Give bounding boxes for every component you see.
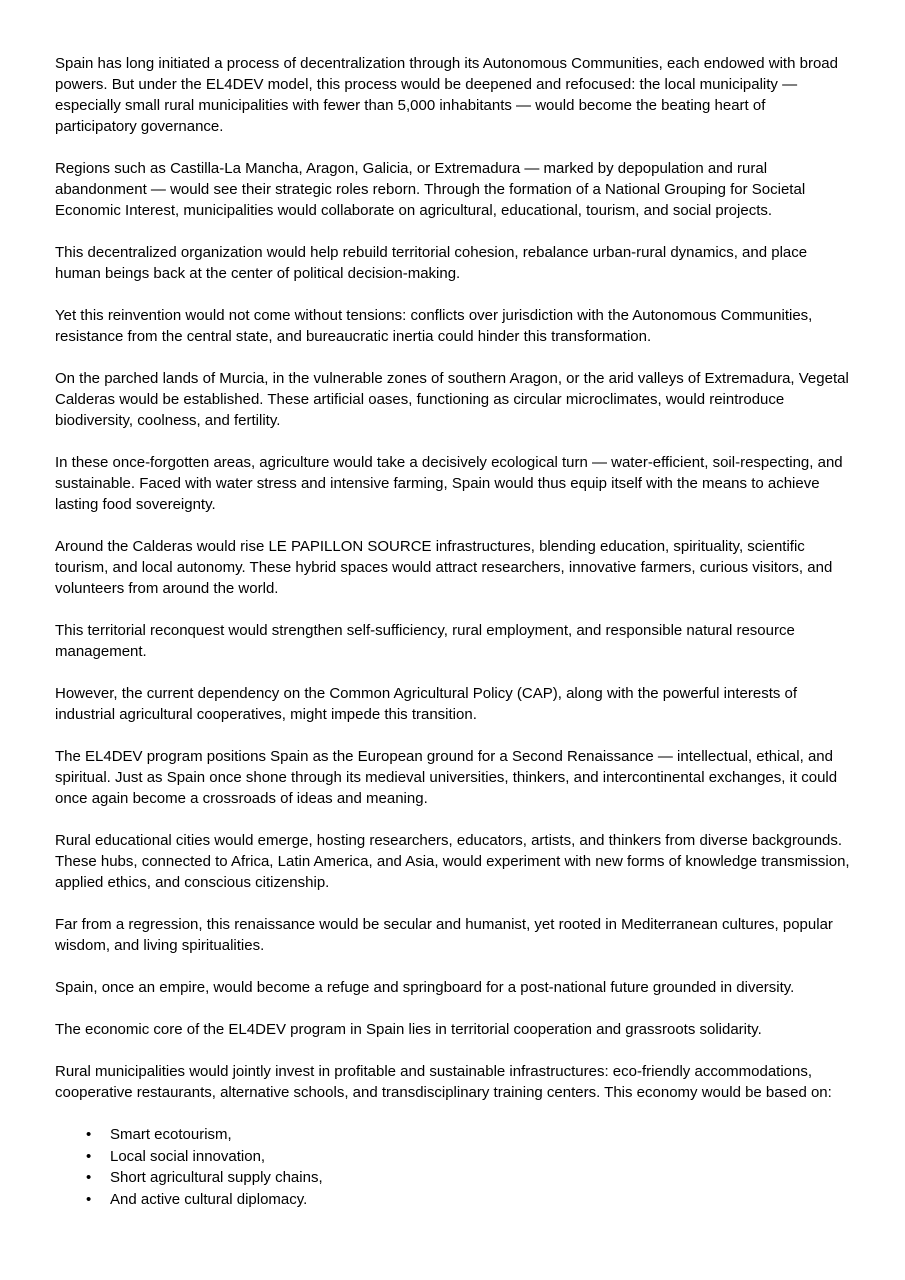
list-item: • Short agricultural supply chains, (110, 1167, 850, 1189)
paragraph: The EL4DEV program positions Spain as the European ground for a Second Renaissance — intellectual, ethical, and spiritual. Just as Spain once shone through its medieval universities, thinkers, and intercontinental exchanges, it could once again become a crossroads of ideas and meaning. (55, 748, 838, 807)
paragraph: In these once-forgotten areas, agriculture would take a decisively ecological turn — water-efficient, soil-respecting, and sustainable. Faced with water stress and intensive farming, Spain would thus equip itself with the means to achieve lasting food sovereignty. (55, 454, 843, 513)
paragraph: Around the Calderas would rise LE PAPILLON SOURCE infrastructures, blending education, spirituality, scientific tourism, and local autonomy. These hybrid spaces would attract researchers, innovative farmers, curious visitors, and volunteers from around the world. (55, 538, 833, 597)
paragraph: Rural municipalities would jointly invest in profitable and sustainable infrastructures: eco-friendly accommodations, cooperative restaurants, alternative schools, and transdisciplinary training centers. This economy would be based on: (55, 1063, 832, 1101)
bullet-list (55, 1124, 850, 1210)
paragraph: Regions such as Castilla-La Mancha, Aragon, Galicia, or Extremadura — marked by depopulation and rural abandonment — would see their strategic roles reborn. Through the formation of a National Grouping for Societal Economic Interest, municipalities would collaborate on agricultural, educational, tourism, and social projects. (55, 160, 806, 219)
list-item: • Local social innovation, (110, 1146, 850, 1168)
paragraph: Yet this reinvention would not come without tensions: conflicts over jurisdiction with the Autonomous Communities, resistance from the central state, and bureaucratic inertia could hinder this transformation. (55, 307, 813, 345)
paragraph: This territorial reconquest would strengthen self-sufficiency, rural employment, and responsible natural resource management. (55, 622, 795, 660)
paragraph: Far from a regression, this renaissance would be secular and humanist, yet rooted in Mediterranean cultures, popular wisdom, and living spiritualities. (55, 916, 833, 954)
paragraph: However, the current dependency on the Common Agricultural Policy (CAP), along with the powerful interests of industrial agricultural cooperatives, might impede this transition. (55, 685, 798, 723)
list-item: • And active cultural diplomacy. (110, 1189, 850, 1211)
paragraph: Spain, once an empire, would become a refuge and springboard for a post-national future grounded in diversity. (55, 979, 795, 996)
list-item: • Smart ecotourism, (110, 1124, 850, 1146)
paragraph: The economic core of the EL4DEV program in Spain lies in territorial cooperation and grassroots solidarity. (55, 1021, 762, 1038)
paragraph: Rural educational cities would emerge, hosting researchers, educators, artists, and thinkers from diverse backgrounds. These hubs, connected to Africa, Latin America, and Asia, would experiment with new forms of knowledge transmission, applied ethics, and conscious citizenship. (55, 832, 850, 891)
paragraph: On the parched lands of Murcia, in the vulnerable zones of southern Aragon, or the arid valleys of Extremadura, Vegetal Calderas would be established. These artificial oases, functioning as circular microclimates, would reintroduce biodiversity, coolness, and fertility. (55, 370, 849, 429)
paragraph: Spain has long initiated a process of decentralization through its Autonomous Communities, each endowed with broad powers. But under the EL4DEV model, this process would be deepened and refocused: the local municipality — especially small rural municipalities with fewer than 5,000 inhabitants — would become the beating heart of participatory governance. (55, 55, 838, 135)
paragraph: This decentralized organization would help rebuild territorial cohesion, rebalance urban-rural dynamics, and place human beings back at the center of political decision-making. (55, 244, 808, 282)
